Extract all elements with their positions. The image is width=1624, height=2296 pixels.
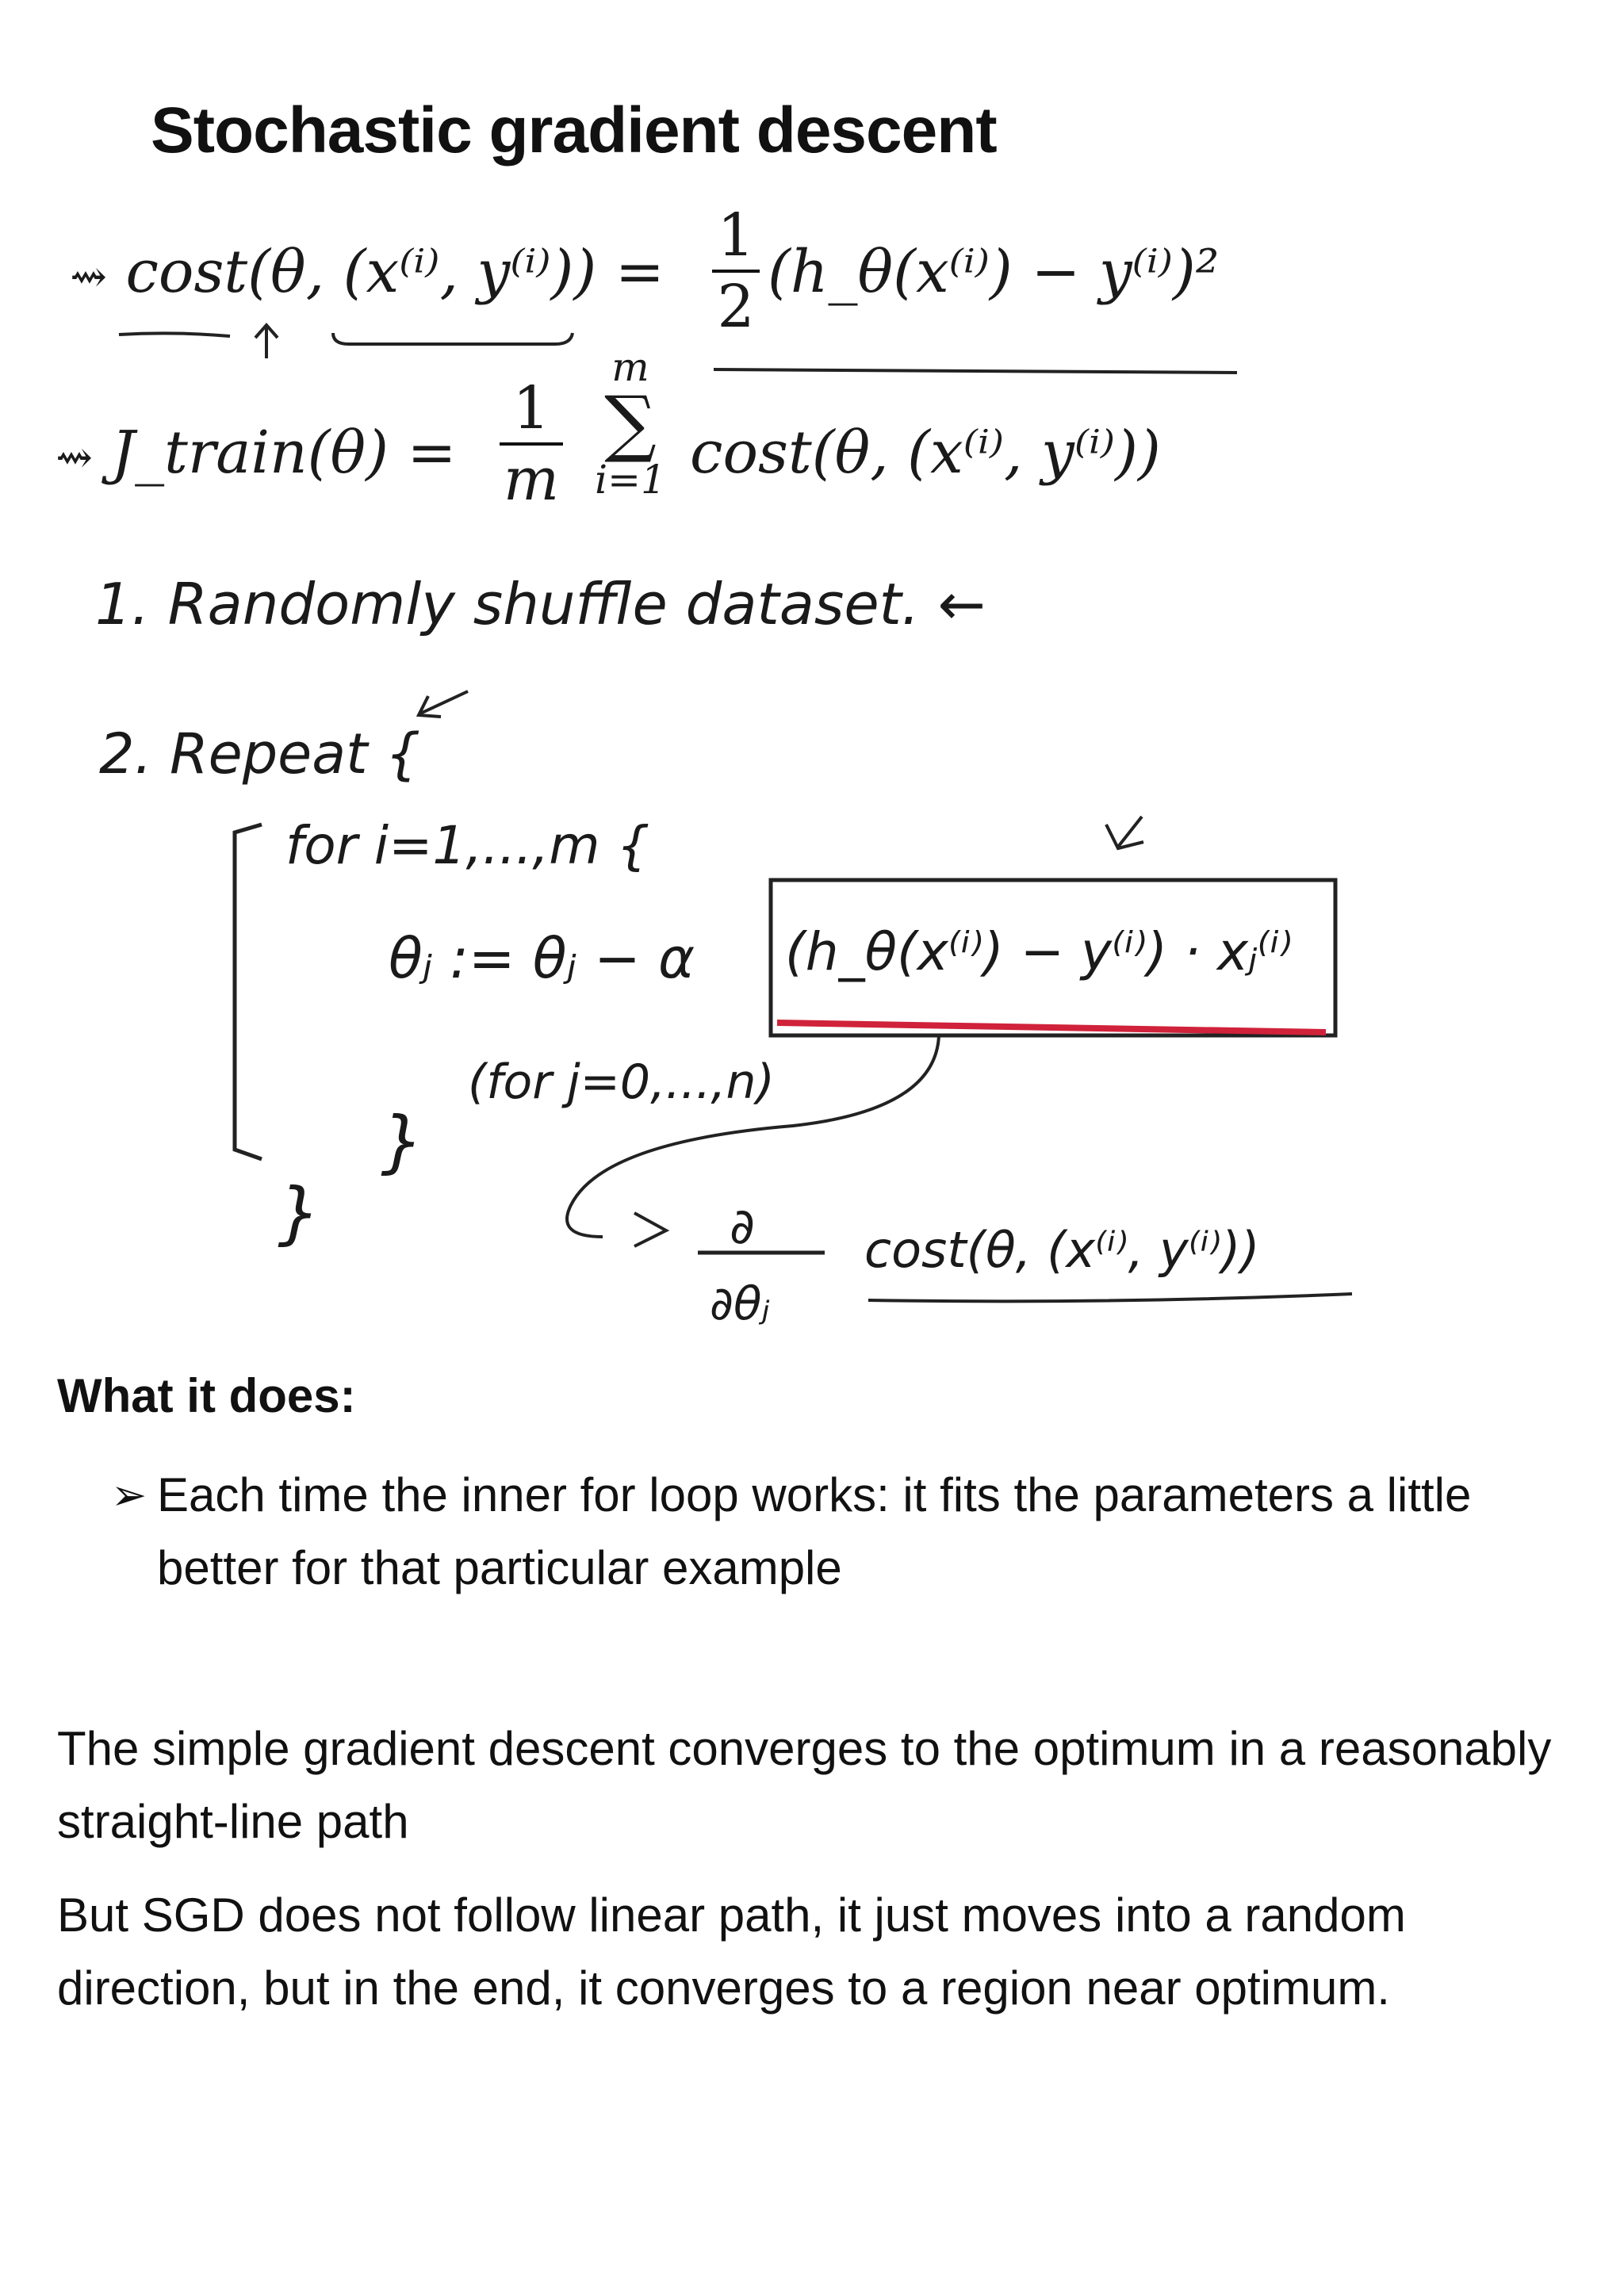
eq2-frac-den: m — [503, 446, 560, 514]
derivative-numerator: ∂ — [730, 1197, 756, 1255]
connector-curve — [567, 1035, 939, 1237]
eq1-frac-num: 1 — [717, 201, 755, 270]
paragraph-simple-gd: The simple gradient descent converges to the optimum in a reasonably straight-line path — [57, 1722, 1552, 1848]
eq2-frac-num: 1 — [512, 374, 550, 442]
sum-lower-limit: i=1 — [595, 457, 666, 503]
gradient-term-box — [771, 880, 1335, 1035]
eq1-marker: ⇝ — [70, 251, 107, 303]
bullet-arrow-icon: ➢ — [111, 1471, 147, 1519]
for-loop-line: for i=1,...,m { — [285, 815, 650, 876]
box-pointer-arrow — [1106, 817, 1143, 848]
step-1-shuffle: 1. Randomly shuffle dataset. ← — [95, 571, 986, 637]
update-rule-lhs: θⱼ := θⱼ − α — [389, 926, 695, 991]
eq2-lhs: J_train(θ) = — [111, 419, 457, 487]
step2-arrow — [419, 691, 468, 717]
bullet-text: Each time the inner for loop works: it fits the parameters a little better for that particular example — [157, 1468, 1472, 1594]
eq2-marker: ⇝ — [56, 432, 93, 484]
derivative-expression: cost(θ, (x⁽ⁱ⁾, y⁽ⁱ⁾)) — [864, 1221, 1260, 1279]
gradient-term-highlight — [777, 1023, 1326, 1032]
eq1-lhs: cost(θ, (x⁽ⁱ⁾, y⁽ⁱ⁾)) = — [125, 238, 665, 306]
for-j-line: (for j=0,...,n) — [468, 1054, 775, 1110]
what-it-does-bullet — [111, 1459, 1507, 1605]
eq2-rhs: cost(θ, (x⁽ⁱ⁾, y⁽ⁱ⁾)) — [690, 419, 1161, 487]
eq1-frac-den: 2 — [717, 273, 755, 341]
eq1-rhs: (h_θ(x⁽ⁱ⁾) − y⁽ⁱ⁾)² — [768, 238, 1220, 306]
outer-close-brace: } — [278, 1173, 321, 1253]
inner-close-brace: } — [381, 1102, 424, 1181]
step-2-repeat: 2. Repeat { — [99, 721, 421, 786]
connector-arrowhead — [634, 1213, 666, 1246]
sum-symbol: ∑ — [604, 381, 657, 465]
sum-upper-limit: m — [611, 344, 649, 390]
page-title: Stochastic gradient descent — [151, 94, 997, 166]
update-rule-boxed-term: (h_θ(x⁽ⁱ⁾) − y⁽ⁱ⁾) · xⱼ⁽ⁱ⁾ — [785, 921, 1293, 982]
paragraph-sgd: But SGD does not follow linear path, it just moves into a random direction, but in the end, it converges to a region near optimum. — [57, 1888, 1406, 2015]
outer-loop-bracket — [235, 825, 262, 1159]
what-it-does-heading: What it does: — [57, 1369, 356, 1422]
derivative-underline — [868, 1294, 1352, 1301]
derivative-denominator: ∂θⱼ — [710, 1276, 770, 1330]
